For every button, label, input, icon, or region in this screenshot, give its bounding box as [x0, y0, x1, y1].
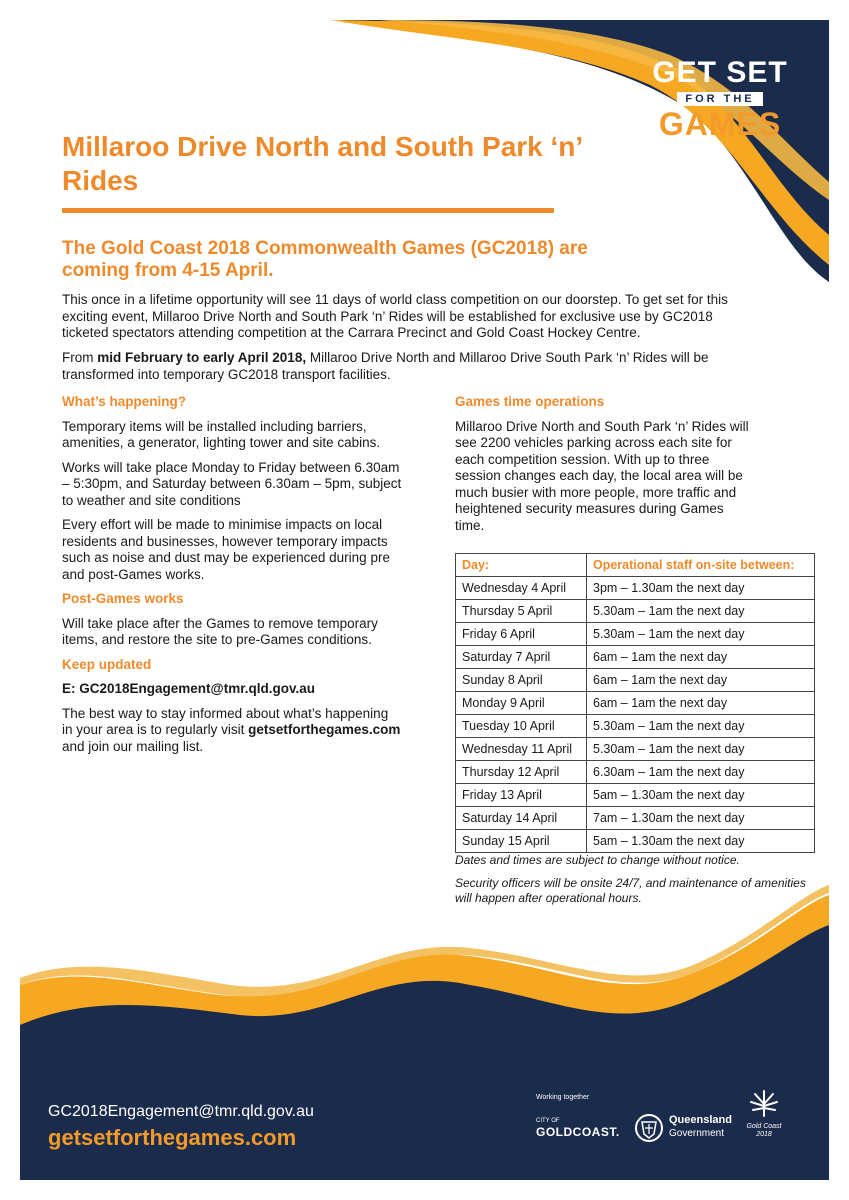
post-games-heading: Post-Games works [62, 591, 184, 606]
table-cell-hours: 5.30am – 1am the next day [587, 715, 815, 738]
working-together-label: Working together [536, 1094, 590, 1101]
table-row [456, 646, 815, 669]
intro-paragraph-1: This once in a lifetime opportunity will see 11 days of world class competition on our doorstep. To get set for this exciting event, Millaroo Drive North and South Park ‘n’ Rides will be established for exclusive use by GC2018 ticketed spectators attending competition at the Carrara Precinct and Gold Coast Hockey Centre. [62, 292, 728, 340]
table-cell-hours: 5am – 1.30am the next day [587, 784, 815, 807]
post-games-paragraph: Will take place after the Games to remove temporary items, and restore the site to pre-Games conditions. [62, 615, 378, 647]
gc2018-year-text: 2018 [756, 1131, 772, 1138]
table-row [456, 761, 815, 784]
footer-email[interactable]: GC2018Engagement@tmr.qld.gov.au [48, 1103, 314, 1120]
table-cell-day: Wednesday 4 April [456, 577, 587, 600]
contact-email-text[interactable]: E: GC2018Engagement@tmr.qld.gov.au [62, 681, 315, 696]
table-cell-hours: 7am – 1.30am the next day [587, 807, 815, 830]
table-cell-day: Saturday 7 April [456, 646, 587, 669]
table-row [456, 577, 815, 600]
gc2018-brand-text: Gold Coast [746, 1123, 782, 1130]
whats-happening-heading: What’s happening? [62, 394, 186, 409]
qld-name: Queensland [669, 1114, 732, 1126]
city-of-gold-coast-logo [536, 1118, 620, 1139]
intro-2-lead: From [62, 350, 98, 365]
footer-website[interactable]: getsetforthegames.com [48, 1125, 297, 1150]
contact-email[interactable] [62, 681, 402, 698]
table-cell-day: Thursday 5 April [456, 600, 587, 623]
table-cell-hours: 6am – 1am the next day [587, 646, 815, 669]
table-cell-day: Tuesday 10 April [456, 715, 587, 738]
intro-2-bold: mid February to early April 2018, [97, 350, 307, 365]
qld-gov: Government [669, 1128, 725, 1139]
table-cell-hours: 6am – 1am the next day [587, 692, 815, 715]
page-subtitle: The Gold Coast 2018 Commonwealth Games (GC2018) are coming from 4-15 April. [62, 238, 588, 281]
updated-text-end: and join our mailing list. [62, 738, 204, 754]
note-security: Security officers will be onsite 24/7, and maintenance of amenities will happen after operational hours. [455, 876, 806, 905]
happening-paragraph-2: Works will take place Monday to Friday between 6.30am – 5:30pm, and Saturday between 6.30am – 5pm, subject to weather and site conditions [62, 459, 402, 508]
table-cell-day: Monday 9 April [456, 692, 587, 715]
table-row [456, 715, 815, 738]
keep-updated-heading: Keep updated [62, 656, 152, 672]
gold-coast-2018-logo [740, 1088, 788, 1139]
table-row [456, 738, 815, 761]
table-row [456, 692, 815, 715]
table-row [456, 807, 815, 830]
updated-text: The best way to stay informed about what’s happening in your area is to regularly visit [62, 705, 389, 737]
logo-line-3: GAMES [658, 106, 782, 142]
left-column [62, 394, 402, 763]
gcc-small-text: CITY OF [536, 1118, 560, 1124]
happening-paragraph-1: Temporary items will be installed including barriers, amenities, a generator, lighting tower and site cabins. [62, 418, 381, 450]
logo-line-2: FOR THE [677, 92, 762, 106]
header-hours: Operational staff on-site between: [587, 554, 815, 577]
games-time-operations-heading: Games time operations [455, 394, 605, 409]
queensland-government-logo [633, 1112, 732, 1149]
table-row [456, 784, 815, 807]
qld-crest-icon [633, 1112, 665, 1144]
table-cell-hours: 3pm – 1.30am the next day [587, 577, 815, 600]
table-cell-day: Friday 13 April [456, 784, 587, 807]
table-body [456, 577, 815, 853]
page-title: Millaroo Drive North and South Park ‘n’ Rides [62, 131, 582, 196]
table-cell-hours: 5.30am – 1am the next day [587, 623, 815, 646]
table-header-row [456, 554, 815, 577]
table-row [456, 600, 815, 623]
keep-updated-paragraph [62, 706, 402, 756]
table-row [456, 623, 815, 646]
title-underline [62, 208, 554, 213]
table-cell-day: Saturday 14 April [456, 807, 587, 830]
table-cell-day: Wednesday 11 April [456, 738, 587, 761]
table-cell-hours: 5am – 1.30am the next day [587, 830, 815, 853]
right-column [455, 394, 755, 542]
table-cell-hours: 5.30am – 1am the next day [587, 600, 815, 623]
intro-paragraph-2 [62, 350, 762, 383]
gc2018-emblem-icon [747, 1088, 781, 1118]
table-cell-day: Sunday 8 April [456, 669, 587, 692]
operations-table [455, 553, 815, 853]
header-day: Day: [456, 554, 587, 577]
table-row [456, 830, 815, 853]
table-cell-day: Thursday 12 April [456, 761, 587, 784]
happening-paragraph-3: Every effort will be made to minimise impacts on local residents and businesses, however temporary impacts such as noise and dust may be experienced during pre and post-Games works. [62, 517, 390, 582]
table-row [456, 669, 815, 692]
gcc-big-text: GOLDCOAST. [536, 1125, 620, 1139]
table-cell-hours: 6.30am – 1am the next day [587, 761, 815, 784]
games-time-paragraph: Millaroo Drive North and South Park ‘n’ Rides will see 2200 vehicles parking across each site for each competition session. With up to three session changes each day, the local area will be much busier with more people, more traffic and heightened security measures during Games time. [455, 418, 749, 533]
intro-2-rest: Millaroo Drive North and Millaroo Drive South Park ‘n’ Rides will be transformed into temporary GC2018 transport facilities. [62, 350, 709, 382]
table-cell-day: Friday 6 April [456, 623, 587, 646]
logo-line-1: GET SET [652, 56, 788, 89]
get-set-for-the-games-logo [650, 57, 790, 141]
table-cell-hours: 6am – 1am the next day [587, 669, 815, 692]
table-cell-hours: 5.30am – 1am the next day [587, 738, 815, 761]
note-dates: Dates and times are subject to change without notice. [455, 853, 740, 867]
website-link[interactable]: getsetforthegames.com [248, 722, 401, 737]
table-cell-day: Sunday 15 April [456, 830, 587, 853]
